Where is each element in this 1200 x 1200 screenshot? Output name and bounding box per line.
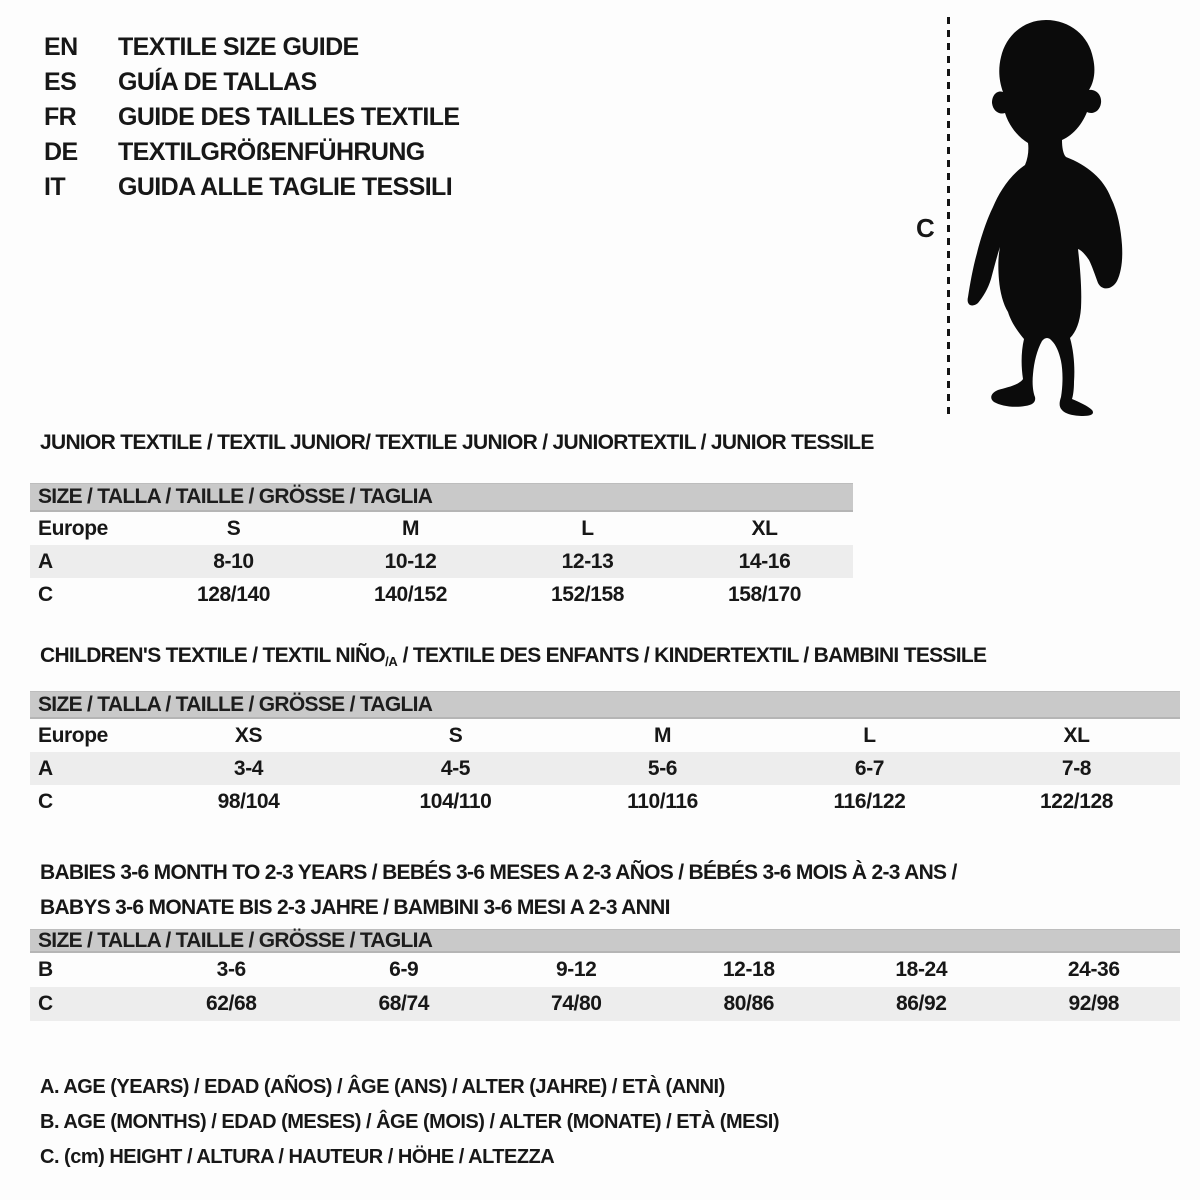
language-row-de [44, 135, 460, 170]
row-label: C [38, 582, 53, 606]
language-title: GUIDE DES TAILLES TEXTILE [118, 103, 460, 131]
age-cell: 12-13 [561, 549, 614, 573]
height-cell: 98/104 [217, 789, 280, 813]
height-cell: 140/152 [373, 582, 448, 606]
babies-title-line1: BABIES 3-6 MONTH TO 2-3 YEARS / BEBÉS 3-6 MESES A 2-3 AÑOS / BÉBÉS 3-6 MOIS À 2-3 ANS / [40, 861, 957, 884]
age-cell: 3-4 [233, 756, 264, 780]
row-label: C [38, 789, 53, 813]
children-title-prefix: CHILDREN'S TEXTILE / TEXTIL NIÑO [40, 644, 386, 667]
row-label: A [38, 756, 53, 780]
age-cell: 7-8 [1061, 756, 1092, 780]
language-title: GUÍA DE TALLAS [118, 68, 317, 96]
height-cell: 68/74 [378, 992, 430, 1015]
height-cell: 122/128 [1039, 789, 1114, 813]
months-cell: 18-24 [895, 958, 948, 981]
size-cell: M [653, 723, 672, 747]
language-row-es [44, 65, 460, 100]
children-title-sub: /A [385, 654, 398, 669]
toddler-silhouette-icon [962, 16, 1134, 416]
legend-line-a: A. AGE (YEARS) / EDAD (AÑOS) / ÂGE (ANS) / ALTER (JAHRE) / ETÀ (ANNI) [40, 1076, 725, 1098]
row-label: Europe [38, 516, 108, 540]
language-code: FR [44, 103, 77, 131]
junior-section-title: JUNIOR TEXTILE / TEXTIL JUNIOR/ TEXTILE JUNIOR / JUNIORTEXTIL / JUNIOR TESSILE [40, 431, 874, 454]
age-cell: 14-16 [738, 549, 791, 573]
height-cell: 104/110 [419, 789, 492, 813]
language-row-en [44, 30, 460, 65]
size-cell: M [401, 516, 420, 540]
age-cell: 10-12 [384, 549, 437, 573]
table-row-age [30, 545, 853, 578]
babies-title-line2: BABYS 3-6 MONATE BIS 2-3 JAHRE / BAMBINI 3-6 MESI A 2-3 ANNI [40, 896, 670, 919]
height-measure-dashed-line [947, 17, 950, 416]
language-code: EN [44, 33, 78, 61]
height-cell: 80/86 [723, 992, 775, 1015]
language-title: TEXTILGRÖßENFÜHRUNG [118, 138, 425, 166]
table-row-height [30, 987, 1180, 1021]
months-cell: 3-6 [216, 958, 246, 981]
height-cell: 128/140 [196, 582, 271, 606]
height-cell: 74/80 [550, 992, 602, 1015]
height-cell: 152/158 [550, 582, 625, 606]
height-cell: 110/116 [627, 789, 698, 813]
children-section-title [40, 644, 986, 669]
months-cell: 24-36 [1067, 958, 1120, 981]
size-cell: L [863, 723, 876, 747]
language-title: TEXTILE SIZE GUIDE [118, 33, 359, 61]
babies-size-table [30, 929, 1180, 1021]
language-code: IT [44, 173, 66, 201]
language-row-it [44, 170, 460, 205]
row-label: B [38, 958, 53, 981]
height-cell: 86/92 [895, 992, 947, 1015]
junior-size-table [30, 483, 853, 611]
age-cell: 5-6 [647, 756, 678, 780]
language-code: ES [44, 68, 77, 96]
size-cell: S [448, 723, 463, 747]
height-cell: 92/98 [1068, 992, 1120, 1015]
children-title-suffix: / TEXTILE DES ENFANTS / KINDERTEXTIL / BAMBINI TESSILE [397, 644, 987, 667]
size-header-bar: SIZE / TALLA / TAILLE / GRÖSSE / TAGLIA [30, 929, 1180, 953]
age-cell: 8-10 [213, 549, 254, 573]
age-cell: 4-5 [440, 756, 471, 780]
height-measure-label: C [916, 213, 935, 243]
months-cell: 6-9 [389, 958, 419, 981]
size-cell: XL [1063, 723, 1090, 747]
row-label: A [38, 549, 53, 573]
months-cell: 12-18 [722, 958, 775, 981]
table-row-age [30, 752, 1180, 785]
table-row-europe [30, 512, 853, 545]
language-title-list [44, 30, 460, 205]
size-cell: XL [751, 516, 778, 540]
babies-section-title [40, 855, 957, 925]
language-row-fr [44, 100, 460, 135]
language-code: DE [44, 138, 78, 166]
size-cell: XS [234, 723, 263, 747]
measure-legend [40, 1070, 779, 1175]
age-cell: 6-7 [854, 756, 885, 780]
height-cell: 158/170 [727, 582, 802, 606]
size-header-bar: SIZE / TALLA / TAILLE / GRÖSSE / TAGLIA [30, 483, 853, 512]
table-row-height [30, 785, 1180, 818]
legend-line-b: B. AGE (MONTHS) / EDAD (MESES) / ÂGE (MOIS) / ALTER (MONATE) / ETÀ (MESI) [40, 1111, 780, 1133]
table-row-months [30, 953, 1180, 987]
size-cell: L [581, 516, 594, 540]
row-label: C [38, 992, 53, 1015]
language-title: GUIDA ALLE TAGLIE TESSILI [118, 173, 453, 201]
table-row-europe [30, 719, 1180, 752]
months-cell: 9-12 [556, 958, 597, 981]
children-size-table [30, 691, 1180, 818]
size-header-bar: SIZE / TALLA / TAILLE / GRÖSSE / TAGLIA [30, 691, 1180, 719]
size-cell: S [226, 516, 241, 540]
height-cell: 62/68 [205, 992, 257, 1015]
legend-line-c: C. (cm) HEIGHT / ALTURA / HAUTEUR / HÖHE / ALTEZZA [40, 1146, 555, 1168]
height-cell: 116/122 [833, 789, 906, 813]
row-label: Europe [38, 723, 108, 747]
table-row-height [30, 578, 853, 611]
